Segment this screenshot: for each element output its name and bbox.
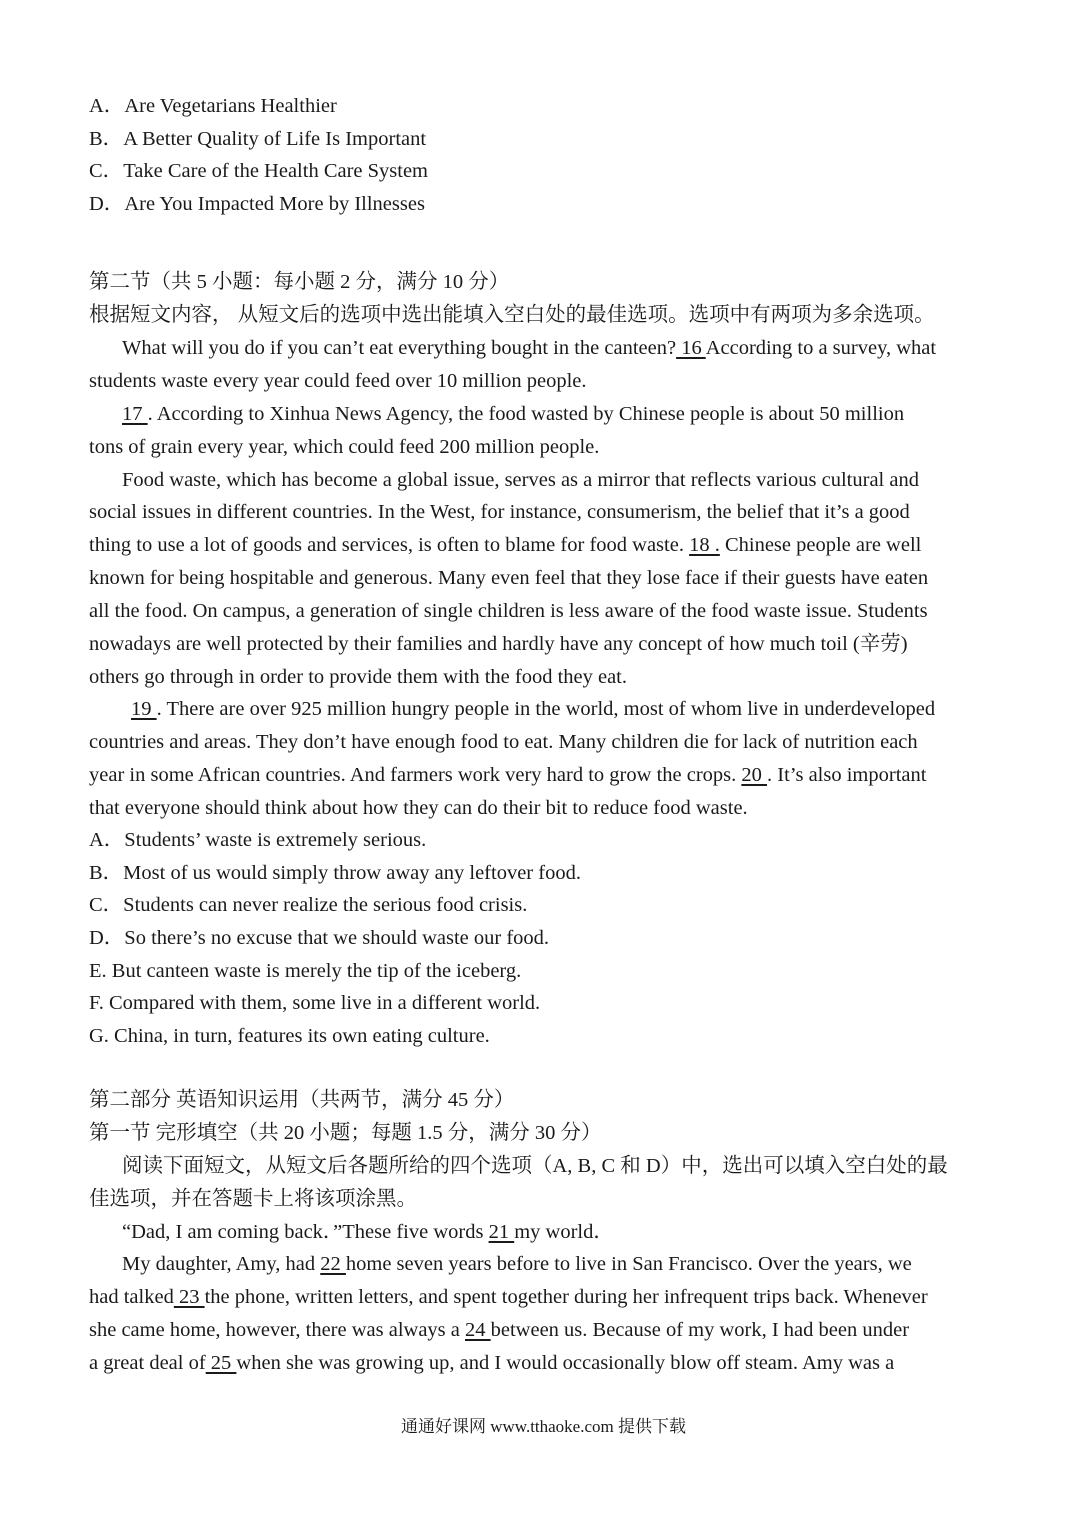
- passage-line: she came home, however, there was always a 24 between us. Because of my work, I had been under: [89, 1319, 910, 1341]
- passage-line: known for being hospitable and generous. Many even feel that they lose face if their guests have eaten: [89, 567, 929, 589]
- page-footer: 通通好课网 www.tthaoke.com 提供下载: [400, 1417, 687, 1436]
- section-instruction: 根据短文内容， 从短文后的选项中选出能填入空白处的最佳选项。选项中有两项为多余选项。: [89, 304, 935, 326]
- blank-19: 19: [131, 698, 157, 720]
- passage-line: a great deal of 25 when she was growing up, and I would occasionally blow off steam. Amy was a: [89, 1352, 895, 1374]
- passage-line: had talked 23 the phone, written letters, and spent together during her infrequent trips back. Whenever: [89, 1286, 928, 1308]
- option-d: D．Are You Impacted More by Illnesses: [89, 193, 425, 215]
- answer-option: D．So there’s no excuse that we should waste our food.: [89, 927, 550, 949]
- passage-line: students waste every year could feed over 10 million people.: [89, 370, 587, 392]
- cloze-instruction: 佳选项，并在答题卡上将该项涂黑。: [89, 1188, 417, 1210]
- blank-23: 23: [173, 1286, 205, 1308]
- blank-17: 17: [122, 403, 148, 425]
- answer-option: F. Compared with them, some live in a different world.: [89, 992, 541, 1014]
- option-c: C．Take Care of the Health Care System: [89, 160, 429, 182]
- blank-24: 24: [465, 1319, 491, 1341]
- passage-line: Food waste, which has become a global issue, serves as a mirror that reflects various cultural and: [122, 469, 919, 491]
- passage-line: nowadays are well protected by their families and hardly have any concept of how much toil (辛劳): [89, 633, 908, 655]
- option-a: A．Are Vegetarians Healthier: [89, 95, 337, 117]
- blank-20: 20: [741, 764, 768, 786]
- answer-option: G. China, in turn, features its own eating culture.: [89, 1025, 490, 1047]
- blank-21: 21: [488, 1221, 515, 1243]
- part-heading: 第二部分 英语知识运用（共两节，满分 45 分）: [89, 1089, 515, 1111]
- blank-18: 18 .: [689, 534, 720, 556]
- passage-line: others go through in order to provide them with the food they eat.: [89, 666, 628, 688]
- blank-25: 25: [205, 1352, 237, 1374]
- passage-line: 17 . According to Xinhua News Agency, the food wasted by Chinese people is about 50 million: [122, 403, 905, 425]
- passage-line: countries and areas. They don’t have enough food to eat. Many children die for lack of nutrition each: [89, 731, 918, 753]
- answer-option: C．Students can never realize the serious food crisis.: [89, 894, 528, 916]
- passage-line: 19 . There are over 925 million hungry people in the world, most of whom live in underdeveloped: [131, 698, 936, 720]
- section-heading: 第二节（共 5 小题：每小题 2 分，满分 10 分）: [89, 271, 510, 293]
- answer-option: E. But canteen waste is merely the tip of the iceberg.: [89, 960, 522, 982]
- cloze-heading: 第一节 完形填空（共 20 小题；每题 1.5 分，满分 30 分）: [89, 1122, 602, 1144]
- cloze-instruction: 阅读下面短文，从短文后各题所给的四个选项（A, B, C 和 D）中，选出可以填入空白处的最: [122, 1155, 948, 1177]
- answer-option: B．Most of us would simply throw away any leftover food.: [89, 862, 581, 884]
- passage-line: “Dad, I am coming back．”These five words 21 my world．: [122, 1221, 614, 1243]
- passage-line: thing to use a lot of goods and services, is often to blame for food waste. 18 . Chinese people are well: [89, 534, 922, 556]
- passage-line: My daughter, Amy, had 22 home seven years before to live in San Francisco. Over the years, we: [122, 1253, 912, 1275]
- passage-line: social issues in different countries. In the West, for instance, consumerism, the belief that it’s a good: [89, 501, 910, 523]
- passage-line: all the food. On campus, a generation of single children is less aware of the food waste issue. Students: [89, 600, 928, 622]
- blank-16: 16: [676, 337, 706, 359]
- passage-line: year in some African countries. And farmers work very hard to grow the crops. 20 . It’s also important: [89, 764, 927, 786]
- option-b: B．A Better Quality of Life Is Important: [89, 128, 427, 150]
- blank-22: 22: [320, 1253, 346, 1275]
- passage-line: that everyone should think about how they can do their bit to reduce food waste.: [89, 797, 748, 819]
- passage-line: tons of grain every year, which could feed 200 million people.: [89, 436, 600, 458]
- passage-line: What will you do if you can’t eat everything bought in the canteen? 16 According to a survey, what: [122, 337, 937, 359]
- answer-option: A．Students’ waste is extremely serious.: [89, 829, 427, 851]
